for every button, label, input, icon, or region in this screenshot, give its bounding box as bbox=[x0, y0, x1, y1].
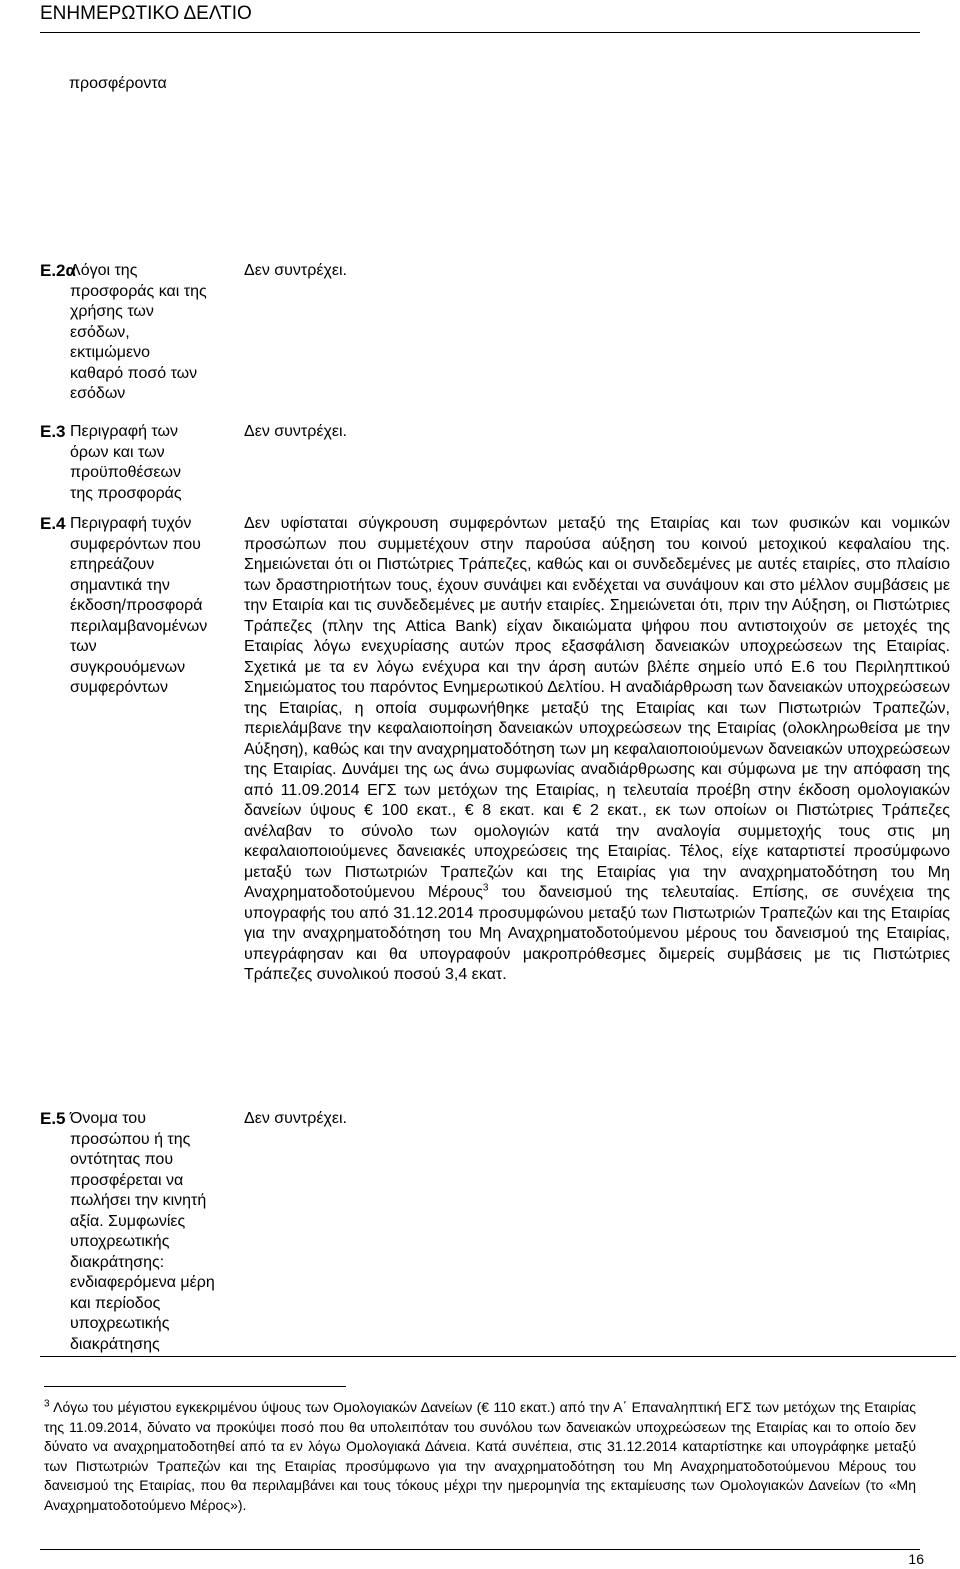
section-label: Λόγοι της προσφοράς και της χρήσης των εσόδων, εκτιμώμενο καθαρό ποσό των εσόδων bbox=[70, 262, 207, 402]
footnote bbox=[44, 1398, 916, 1515]
footnote-text: Λόγω του μέγιστου εγκεκριμένου ύψους των Ομολογιακών Δανείων (€ 110 εκατ.) από την Α΄ Επαναληπτική ΕΓΣ των μετόχων της Εταιρίας της 11.09.2014, δύνατο να προκύψει ποσό που θα υπολειπόταν του συνόλου των δανειακών υποχρεώσεων της Εταιρίας και το οποίο δεν δύνατο να αναχρηματοδοτηθεί από τα εν λόγω Ομολογιακά Δάνεια. Κατά συνέπεια, στις 31.12.2014 καταρτίστηκε και υπογράφηκε μεταξύ των Πιστωτριών Τραπεζών και της Εταιρίας προσύμφωνο για την αναχρηματοδότηση του Μη Αναχρηματοδοτούμενου Μέρους του δανεισμού της Εταιρίας, που θα περιλαμβάνει και τους τόκους μέχρι την ημερομηνία της εκταμίευσης των Ομολογιακών Δανείων (το «Μη Αναχρηματοδοτούμενο Μέρος»). bbox=[44, 1399, 916, 1513]
footnote-separator bbox=[44, 1386, 346, 1387]
continued-text-fragment: προσφέροντα bbox=[69, 75, 167, 92]
section-content: Δεν συντρέχει. bbox=[244, 262, 347, 279]
section-code: E.3 bbox=[40, 422, 66, 441]
section-code: E.4 bbox=[40, 514, 66, 533]
conflict-of-interest-paragraph bbox=[244, 514, 950, 986]
section-content bbox=[244, 514, 950, 986]
paragraph-text-part1: Δεν υφίσταται σύγκρουση συμφερόντων μεταξύ της Εταιρίας και των φυσικών και νομικών προσώπων που συμμετέχουν στην παρούσα αύξηση του κοινού μετοχικού κεφαλαίου της. Σημειώνεται ότι οι Πιστώτριες Τράπεζες, καθώς και οι συνδεδεμένες με αυτές εταιρίες, στο πλαίσιο των δραστηριοτήτων τους, έχουν συνάψει και ενδέχεται να συνάψουν και στο μέλλον συμβάσεις με την Εταιρία και τις συνδεδεμένες με αυτήν εταιρίες. Σημειώνεται ότι, πριν την Αύξηση, οι Πιστώτριες Τράπεζες (πλην της Attica Bank) είχαν δικαιώματα ψήφου που αντιστοιχούν σε μετοχές της Εταιρίας λόγω ενεχυρίασης αυτών προς εξασφάλιση δανειακών υποχρεώσεων της Εταιρίας. Σχετικά με τα εν λόγω ενέχυρα και την άρση αυτών βλέπε σημείο υπό Ε.6 του Περιληπτικού Σημειώματος του παρόντος Ενημερωτικού Δελτίου. Η αναδιάρθρωση των δανειακών υποχρεώσεων της Εταιρίας, η οποία συμφωνήθηκε μεταξύ της Εταιρίας και των Πιστωτριών Τραπεζών, περιελάμβανε την κεφαλαιοποίηση δανειακών υποχρεώσεων της Εταιρίας (ολοκληρωθείσα με την Αύξηση), καθώς και την αναχρηματοδότηση των μη κεφαλαιοποιούμενων δανειακών υποχρεώσεων της Εταιρίας. Δυνάμει της ως άνω συμφωνίας αναδιάρθρωσης και σύμφωνα με την απόφαση της από 11.09.2014 ΕΓΣ των μετόχων της Εταιρίας, η τελευταία προέβη στην έκδοση ομολογιακών δανείων ύψους € 100 εκατ., € 8 εκατ. και € 2 εκατ., εκ των οποίων οι Πιστώτριες Τράπεζες ανέλαβαν το σύνολο των ομολογιών κατά την αναλογία συμμετοχής τους στις μη κεφαλαιοποιούμενες δανειακές υποχρεώσεις της Εταιρίας. Τέλος, είχε καταρτιστεί προσύμφωνο μεταξύ των Πιστωτριών Τραπεζών και της Εταιρίας για την αναχρηματοδότηση του Μη Αναχρηματοδοτούμενου Μέρους bbox=[244, 515, 950, 901]
table-bottom-border bbox=[40, 1356, 956, 1357]
header-divider bbox=[40, 32, 920, 33]
section-content: Δεν συντρέχει. bbox=[244, 423, 347, 440]
section-label: Περιγραφή τυχόν συμφερόντων που επηρεάζουν σημαντικά την έκδοση/προσφορά περιλαμβανομένων των συγκρουόμενων συμφερόντων bbox=[70, 515, 208, 696]
section-label: Όνομα του προσώπου ή της οντότητας που προσφέρεται να πωλήσει την κινητή αξία. Συμφωνίες υποχρεωτικής διακράτησης: ενδιαφερόμενα μέρη και περίοδος υποχρεωτικής διακράτησης bbox=[70, 1110, 215, 1353]
footnote-reference: 3 bbox=[482, 882, 489, 894]
footnote-marker: 3 bbox=[44, 1398, 50, 1410]
section-content: Δεν συντρέχει. bbox=[244, 1110, 347, 1127]
section-label: Περιγραφή των όρων και των προϋποθέσεων της προσφοράς bbox=[70, 423, 182, 502]
section-code: E.2α bbox=[40, 261, 76, 280]
paragraph-text-part2: του δανεισμού της τελευταίας. Επίσης, σε συνέχεια της υπογραφής του από 31.12.2014 προσυμφώνου μεταξύ των Πιστωτριών Τραπεζών και της Εταιρίας για την αναχρηματοδότηση του Μη Αναχρηματοδοτούμενου μέρους του δανεισμού της Εταιρίας, υπεγράφησαν και θα υπογραφούν μακροπρόθεσμες διμερείς συμβάσεις με τις Πιστώτριες Τράπεζες συνολικού ποσού 3,4 εκατ. bbox=[244, 884, 951, 983]
page-header-title: ΕΝΗΜΕΡΩΤΙΚΟ ΔΕΛΤΙΟ bbox=[40, 3, 252, 24]
section-code: E.5 bbox=[40, 1109, 66, 1128]
page-number: 16 bbox=[908, 1551, 924, 1567]
footer-divider bbox=[40, 1549, 920, 1550]
